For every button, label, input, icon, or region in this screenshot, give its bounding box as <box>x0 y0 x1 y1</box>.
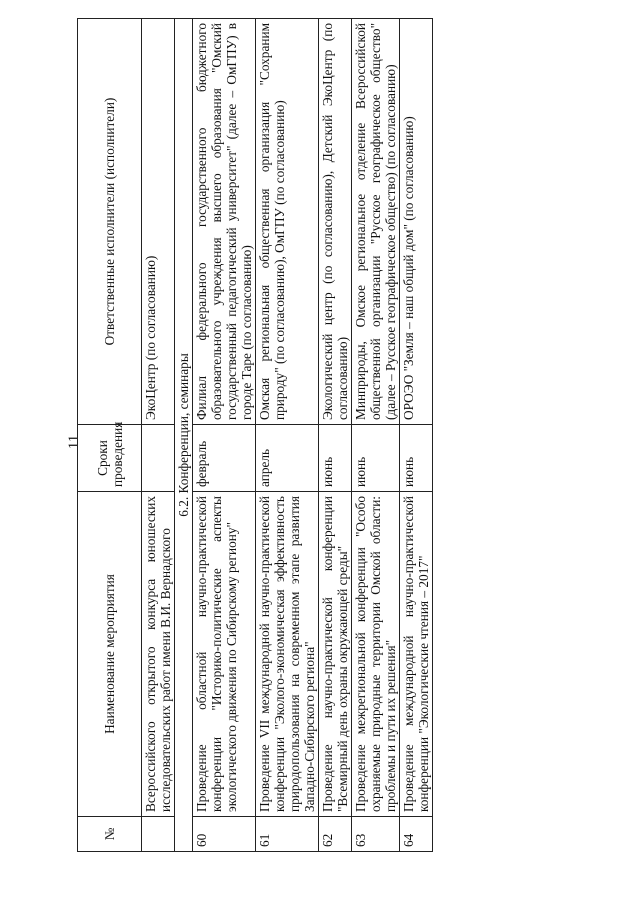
cell-term: июнь <box>352 425 400 492</box>
cell-name: Всероссийского открытого конкурса юношеских исследовательских работ имени В.И. Вернадского <box>142 492 175 817</box>
cell-num: 64 <box>400 817 433 852</box>
cell-num: 60 <box>193 817 256 852</box>
header-resp: Ответственные исполнители (исполнители) <box>78 19 142 425</box>
cell-num <box>142 817 175 852</box>
cell-name: Проведение международной научно-практической конференции "Экологические чтения – 2017" <box>400 492 433 817</box>
cell-num: 61 <box>256 817 319 852</box>
cell-term <box>142 425 175 492</box>
table-row <box>256 19 319 852</box>
cell-name: Проведение научно-практической конференции "Всемирный день охраны окружающей среды" <box>319 492 352 817</box>
rotated-page <box>77 23 547 852</box>
cell-num: 62 <box>319 817 352 852</box>
cell-name: Проведение межрегиональной конференции "Особо охраняемые природные территории Омской области: проблемы и пути их решения" <box>352 492 400 817</box>
header-name: Наименование мероприятия <box>78 492 142 817</box>
table-row-continued <box>142 19 175 852</box>
table-row <box>352 19 400 852</box>
cell-num: 63 <box>352 817 400 852</box>
table-row <box>319 19 352 852</box>
table-row <box>193 19 256 852</box>
cell-name: Проведение областной научно-практической конференции "Историко-политические аспекты экологического движения по Сибирскому региону" <box>193 492 256 817</box>
cell-name: Проведение VII международной научно-практической конференции "Эколого-экономическая эффективность природопользования на современном этапе развития Западно-Сибирского региона" <box>256 492 319 817</box>
header-num: № <box>78 817 142 852</box>
cell-resp: Экологический центр (по согласованию), Детский ЭкоЦентр (по согласованию) <box>319 19 352 425</box>
events-table <box>77 18 433 852</box>
cell-resp: ЭкоЦентр (по согласованию) <box>142 19 175 425</box>
table-header-row <box>78 19 142 852</box>
cell-term: июнь <box>319 425 352 492</box>
cell-term: февраль <box>193 425 256 492</box>
cell-resp: Минприроды, Омское региональное отделение Всероссийской общественной организации "Русское географическое общество" (далее – Русское географическое общество) (по согласованию) <box>352 19 400 425</box>
cell-resp: Филиал федерального государственного бюджетного образовательного учреждения высшего образования "Омский государственный педагогический университет" (далее – ОмГПУ) в городе Таре (по согласованию) <box>193 19 256 425</box>
header-term: Сроки проведения <box>78 425 142 492</box>
page-number: 11 <box>66 434 82 450</box>
section-title: 6.2. Конференции, семинары <box>175 19 193 852</box>
cell-term: апрель <box>256 425 319 492</box>
cell-resp: ОРОЭО "Земля – наш общий дом" (по согласованию) <box>400 19 433 425</box>
cell-resp: Омская региональная общественная организация "Сохраним природу" (по согласованию), ОмГПУ (по согласованию) <box>256 19 319 425</box>
section-row <box>175 19 193 852</box>
table-row <box>400 19 433 852</box>
cell-term: июнь <box>400 425 433 492</box>
